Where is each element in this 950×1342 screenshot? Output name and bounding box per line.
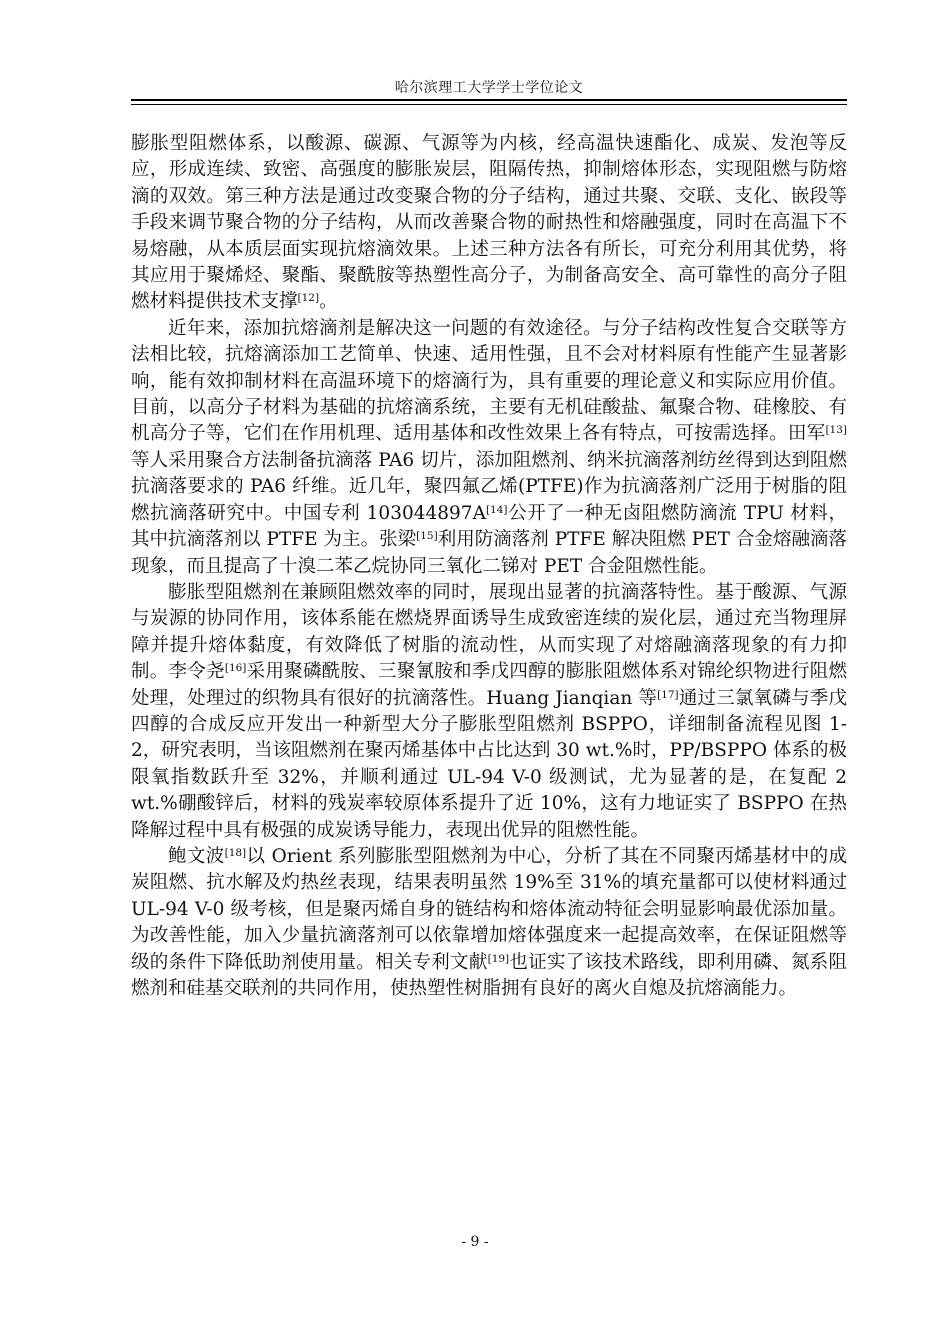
citation-ref: [16]	[224, 662, 247, 675]
citation-ref: [17]	[657, 688, 679, 701]
header-rule-thick	[131, 99, 847, 101]
text-run: 。	[319, 291, 338, 313]
citation-ref: [19]	[487, 952, 510, 965]
paragraph	[131, 844, 847, 1002]
text-run: 膨胀型阻燃剂在兼顾阻燃效率的同时，展现出显著的抗滴落特性。基于酸源、气源与炭源的协同作用，该体系能在燃烧界面诱导生成致密连续的炭化层，通过充当物理屏障并提升熔体黏度，有效降低了树脂的流动性，从而实现了对熔融滴落现象的有力抑制。李令尧	[131, 581, 847, 683]
text-run: 公开了一种无卤阻燃防滴流 TPU 材料，其中抗滴落剂以 PTFE 为主。张梁	[131, 502, 847, 551]
body-text	[131, 131, 847, 1002]
text-run: 以 Orient 系列膨胀型阻燃剂为中心，分析了其在不同聚丙烯基材中的成炭阻燃、抗水解及灼热丝表现，结果表明虽然 19%至 31%的填充量都可以使材料通过 UL-94 V-0 级考核，但是聚丙烯自身的链结构和熔体流动特征会明显影响最优添加量。为改善性能，加入少量抗滴落剂可以依靠增加熔体强度来一起提高效率，在保证阻燃等级的条件下降低助剂使用量。相关专利文献	[131, 845, 847, 973]
text-run: 近年来，添加抗熔滴剂是解决这一问题的有效途径。与分子结构改性复合交联等方法相比较，抗熔滴添加工艺简单、快速、适用性强，且不会对材料原有性能产生显著影响，能有效抑制材料在高温环境下的熔滴行为，具有重要的理论意义和实际应用价值。目前，以高分子材料为基础的抗熔滴系统，主要有无机硅酸盐、氟聚合物、硅橡胶、有机高分子等，它们在作用机理、适用基体和改性效果上各有特点，可按需选择。田军	[131, 317, 847, 445]
page-number: - 9 -	[461, 1234, 489, 1250]
text-run: 等人采用聚合方法制备抗滴落 PA6 切片，添加阻燃剂、纳米抗滴落剂纺丝得到达到阻燃抗滴落要求的 PA6 纤维。近几年，聚四氟乙烯(PTFE)作为抗滴落剂广泛用于树脂的阻燃抗滴落研究中。中国专利 103044897A	[131, 449, 847, 524]
citation-ref: [18]	[224, 846, 247, 859]
citation-ref: [13]	[825, 424, 847, 437]
text-run: 利用防滴落剂 PTFE 解决阻燃 PET 合金熔融滴落现象，而且提高了十溴二苯乙烷协同三氧化二锑对 PET 合金阻燃性能。	[131, 529, 847, 577]
text-run: 也证实了该技术路线，即利用磷、氮系阻燃剂和硅基交联剂的共同作用，使热塑性树脂拥有良好的离火自熄及抗熔滴能力。	[131, 951, 847, 999]
text-run: 膨胀型阻燃体系，以酸源、碳源、气源等为内核，经高温快速酯化、成炭、发泡等反应，形成连续、致密、高强度的膨胀炭层，阻隔传热，抑制熔体形态，实现阻燃与防熔滴的双效。第三种方法是通过改变聚合物的分子结构，通过共聚、交联、支化、嵌段等手段来调节聚合物的分子结构，从而改善聚合物的耐热性和熔融强度，同时在高温下不易熔融，从本质层面实现抗熔滴效果。上述三种方法各有所长，可充分利用其优势，将其应用于聚烯烃、聚酯、聚酰胺等热塑性高分子，为制备高安全、高可靠性的高分子阻燃材料提供技术支撑	[131, 133, 847, 313]
paragraph	[131, 316, 847, 580]
paragraph	[131, 580, 847, 844]
paragraph	[131, 131, 847, 316]
citation-ref: [14]	[485, 503, 508, 516]
text-run: 鲍文波	[168, 845, 225, 867]
running-header: 哈尔滨理工大学学士学位论文	[394, 80, 584, 96]
header-rule-thin	[131, 104, 847, 105]
citation-ref: [12]	[297, 292, 320, 305]
text-run: 采用聚磷酰胺、三聚氰胺和季戊四醇的膨胀阻燃体系对锦纶织物进行阻燃处理，处理过的织物具有很好的抗滴落性。Huang Jianqian 等	[131, 661, 847, 709]
text-run: 通过三氯氧磷与季戊四醇的合成反应开发出一种新型大分子膨胀型阻燃剂 BSPPO，详细制备流程见图 1-2，研究表明，当该阻燃剂在聚丙烯基体中占比达到 30 wt.%时，PP/BSPPO 体系的极限氧指数跃升至 32%，并顺利通过 UL-94 V-0 级测试，尤为显著的是，在复配 2 wt.%硼酸锌后，材料的残炭率较原体系提升了近 10%，这有力地证实了 BSPPO 在热降解过程中具有极强的成炭诱导能力，表现出优异的阻燃性能。	[131, 687, 847, 841]
citation-ref: [15]	[416, 530, 438, 543]
